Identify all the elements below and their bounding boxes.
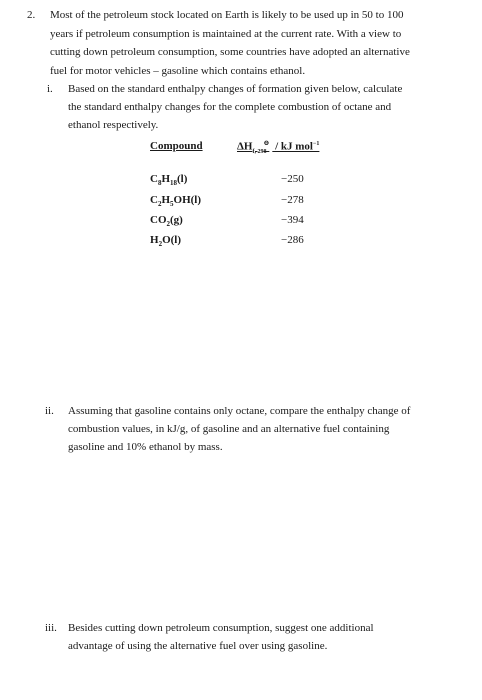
part-iii-line-1: Besides cutting down petroleum consumption, suggest one additional — [68, 622, 374, 634]
part-iii-line-2: advantage of using the alternative fuel over using gasoline. — [68, 640, 328, 652]
table-row-value-1: −250 — [281, 173, 304, 185]
part-ii-line-3: gasoline and 10% ethanol by mass. — [68, 441, 223, 453]
part-i-line-1: Based on the standard enthalpy changes of formation given below, calculate — [68, 83, 403, 95]
table-row-compound-2: $C_2H_5OH(l)$ — [150, 194, 202, 209]
table-header-compound: Compound — [150, 140, 203, 152]
enthalpy-subscript: f, 298 — [252, 148, 267, 155]
intro-line-4: fuel for motor vehicles – gasoline which contains ethanol. — [50, 65, 306, 77]
part-ii-line-1: Assuming that gasoline contains only octane, compare the enthalpy change of — [68, 405, 411, 417]
intro-line-1: Most of the petroleum stock located on Earth is likely to be used up in 50 to 100 — [50, 9, 404, 21]
table-row-value-3: −394 — [281, 214, 304, 226]
table-row-compound-4: $H_2O(l)$ — [150, 234, 182, 249]
enthalpy-symbol: ΔH — [237, 140, 253, 153]
part-i-label: i. — [47, 83, 53, 95]
standard-state-symbol: ⊖ — [263, 138, 270, 147]
question-number: 2. — [27, 9, 36, 21]
intro-line-2: years if petroleum consumption is maintained at the current rate. With a view to — [50, 28, 402, 40]
table-row-compound-1: $C_8H_{18}(l)$ — [150, 173, 188, 188]
part-iii-label: iii. — [45, 622, 57, 634]
part-i-line-3: ethanol respectively. — [68, 119, 159, 131]
table-row-value-2: −278 — [281, 194, 304, 206]
table-header-enthalpy — [237, 138, 320, 155]
part-i-line-2: the standard enthalpy changes for the complete combustion of octane and — [68, 101, 392, 113]
intro-line-3: cutting down petroleum consumption, some countries have adopted an alternative — [50, 46, 410, 58]
part-ii-line-2: combustion values, in kJ/g, of gasoline and an alternative fuel containing — [68, 423, 390, 435]
enthalpy-unit-exponent: −1 — [312, 141, 320, 147]
enthalpy-unit: / kJ mol — [272, 140, 313, 153]
table-row-compound-3: $CO_2(g)$ — [150, 214, 183, 229]
part-ii-label: ii. — [45, 405, 54, 417]
table-row-value-4: −286 — [281, 234, 304, 246]
